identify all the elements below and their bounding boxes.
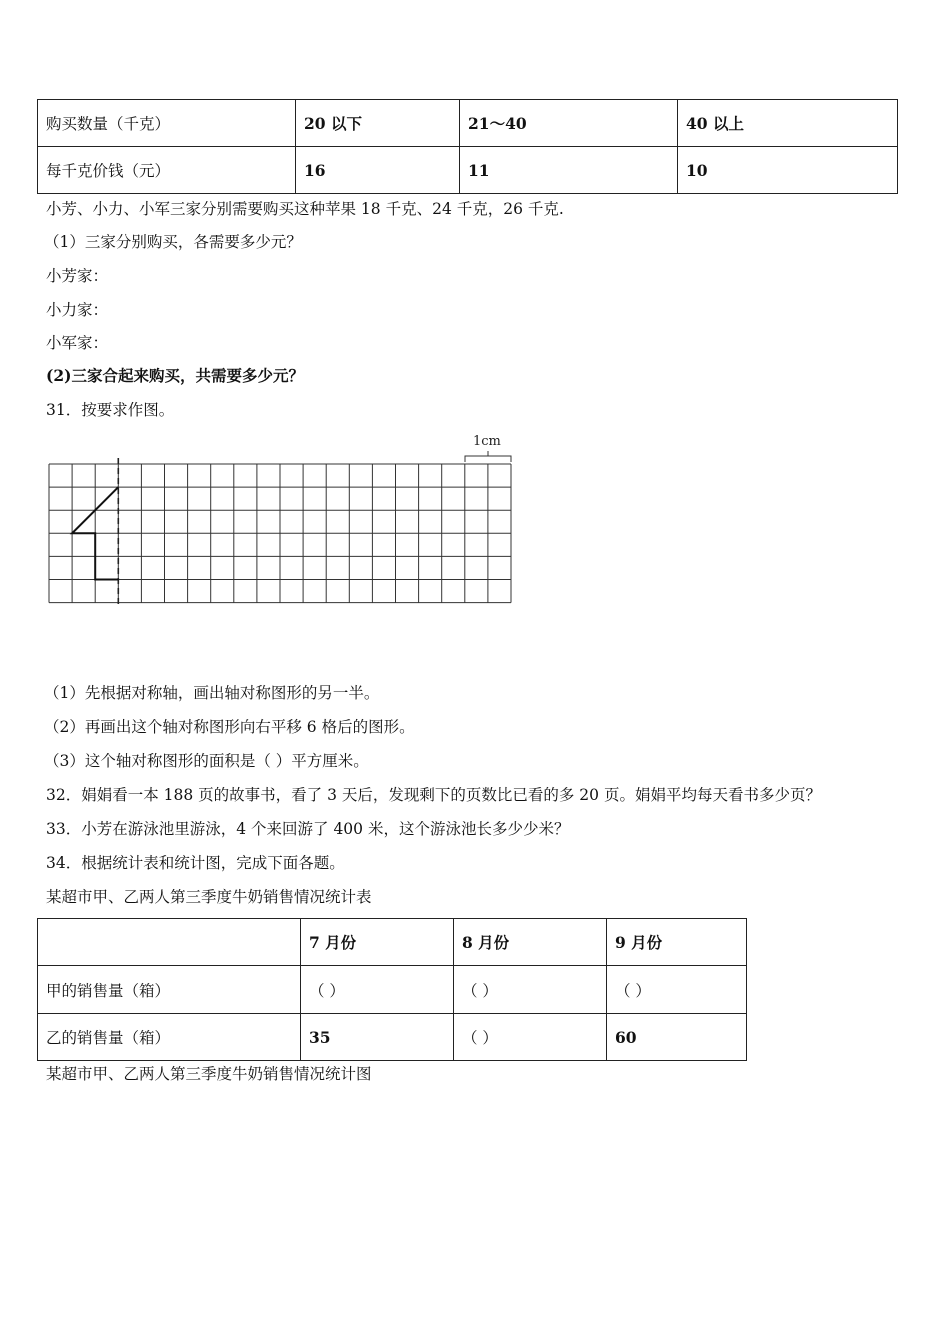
problem31-question3: （3）这个轴对称图形的面积是（ ）平方厘米。 [44, 752, 369, 770]
price-table-cell: 10 [678, 147, 898, 194]
problem31-title: 31．按要求作图。 [46, 401, 175, 419]
sales-table-row-jia [38, 966, 747, 1014]
price-table-cell: 16 [296, 147, 460, 194]
sales-table-header-row [38, 919, 747, 966]
price-table-cell: 21～40 [460, 100, 678, 147]
problem30-intro: 小芳、小力、小军三家分别需要购买这种苹果 18 千克、24 千克，26 千克. [46, 200, 564, 218]
problem31-question2: （2）再画出这个轴对称图形向右平移 6 格后的图形。 [44, 718, 415, 736]
sales-table [37, 918, 747, 1061]
price-table-cell: 每千克价钱（元） [38, 147, 296, 194]
problem34-text: 34．根据统计表和统计图，完成下面各题。 [46, 854, 345, 872]
price-table-cell: 40 以上 [678, 100, 898, 147]
price-table-cell: 购买数量（千克） [38, 100, 296, 147]
sales-table-cell: 7 月份 [301, 919, 454, 966]
sales-table-blank: （ ） [454, 966, 607, 1014]
sales-table-blank: （ ） [454, 1014, 607, 1061]
problem32-text: 32．娟娟看一本 188 页的故事书，看了 3 天后，发现剩下的页数比已看的多 20 页。娟娟平均每天看书多少页？ [46, 786, 821, 804]
answer-line-xiaoli: 小力家： [46, 301, 109, 319]
sales-table-title: 某超市甲、乙两人第三季度牛奶销售情况统计表 [46, 888, 372, 906]
sales-table-cell: 乙的销售量（箱） [38, 1014, 301, 1061]
sales-table-cell: 60 [607, 1014, 747, 1061]
problem30-question2: (2)三家合起来购买，共需要多少元？ [46, 366, 304, 385]
grid-figure [44, 428, 516, 612]
price-table-row [38, 147, 898, 194]
price-table-cell: 20 以下 [296, 100, 460, 147]
sales-table-cell: 9 月份 [607, 919, 747, 966]
answer-line-xiaojun: 小军家： [46, 334, 109, 352]
sales-table-row-yi [38, 1014, 747, 1061]
answer-line-xiaofang: 小芳家： [46, 267, 109, 285]
scale-marker [465, 451, 511, 462]
problem31-question1: （1）先根据对称轴，画出轴对称图形的另一半。 [44, 684, 380, 702]
scale-label: 1cm [473, 434, 501, 449]
sales-table-cell: 甲的销售量（箱） [38, 966, 301, 1014]
price-table [37, 99, 898, 194]
price-table-header-row [38, 100, 898, 147]
sales-table-blank: （ ） [301, 966, 454, 1014]
sales-table-cell: 8 月份 [454, 919, 607, 966]
sales-table-blank: （ ） [607, 966, 747, 1014]
problem33-text: 33．小芳在游泳池里游泳，4 个来回游了 400 米，这个游泳池长多少少米？ [46, 820, 570, 838]
problem30-question1: （1）三家分别购买，各需要多少元？ [44, 233, 302, 251]
price-table-cell: 11 [460, 147, 678, 194]
sales-table-cell [38, 919, 301, 966]
sales-chart-title: 某超市甲、乙两人第三季度牛奶销售情况统计图 [46, 1065, 372, 1083]
sales-table-cell: 35 [301, 1014, 454, 1061]
